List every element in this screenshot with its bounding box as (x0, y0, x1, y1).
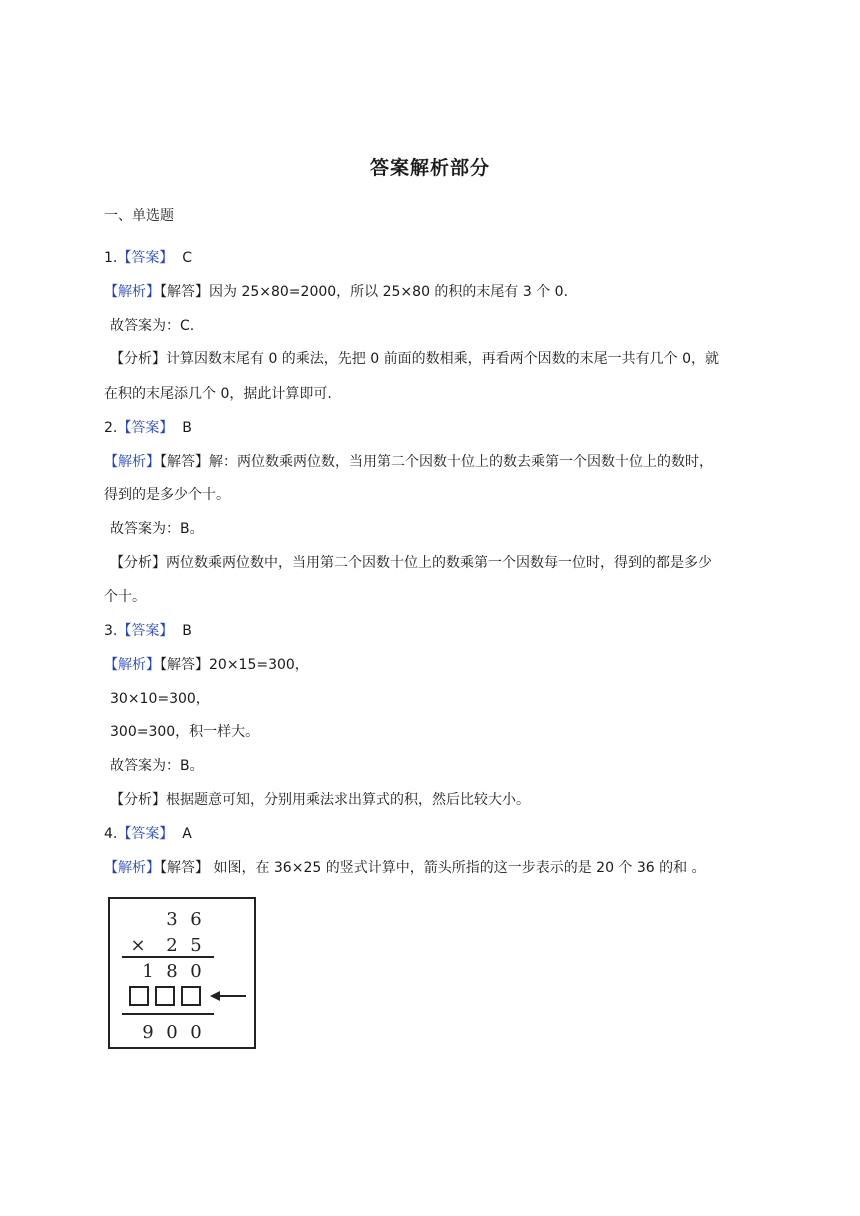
q3-analysis-line (110, 790, 530, 810)
q3-answer-line (104, 621, 192, 641)
q2-solution-line-2: 得到的是多少个十。 (104, 487, 230, 503)
q2-analysis-text-1: 两位数乘两位数中，当用第二个因数十位上的数乘第一个因数每一位时，得到的都是多少 (166, 555, 712, 571)
q1-number: 1. (104, 250, 118, 266)
page-title: 答案解析部分 (369, 157, 490, 179)
q1-answer-line (104, 248, 192, 268)
blank-box (156, 987, 174, 1005)
q4-number: 4. (104, 826, 118, 842)
times-sign: × (130, 935, 146, 956)
explain-label: 【解析】 (104, 860, 160, 876)
digit: 1 (142, 961, 154, 982)
vertical-multiplication-figure (108, 897, 256, 1049)
answer-label: 【答案】 (117, 826, 174, 842)
q1-answer: C (182, 250, 193, 266)
digit: 6 (190, 909, 202, 930)
blank-box (182, 987, 200, 1005)
q2-conclusion: 故答案为：B。 (110, 521, 204, 537)
answer-label: 【答案】 (117, 250, 174, 266)
answer-label: 【答案】 (117, 420, 174, 436)
q1-analysis-line-1 (110, 349, 719, 369)
q1-solution-line (104, 282, 568, 302)
arrow-head-icon (210, 991, 220, 1001)
blank-box (130, 987, 148, 1005)
q3-analysis-text: 根据题意可知，分别用乘法求出算式的积，然后比较大小。 (166, 792, 530, 808)
answer-label: 【答案】 (117, 623, 174, 639)
q3-solution-text-1: 20×15=300， (209, 657, 309, 673)
q2-answer-line (104, 418, 192, 438)
analysis-label: 【分析】 (110, 792, 166, 808)
solution-label: 【解答】 (160, 284, 209, 300)
digit: 8 (166, 961, 178, 982)
q3-answer: B (182, 623, 192, 639)
q4-answer: A (182, 826, 192, 842)
q2-analysis-line-2: 个十。 (104, 589, 146, 605)
q1-conclusion: 故答案为：C. (110, 318, 195, 334)
digit: 2 (166, 935, 178, 956)
figure-frame (109, 898, 255, 1048)
q2-solution-line-1 (104, 452, 713, 472)
explain-label: 【解析】 (104, 454, 160, 470)
q2-number: 2. (104, 420, 118, 436)
digit: 3 (166, 909, 178, 930)
q3-solution-line-3: 300=300，积一样大。 (110, 724, 260, 740)
q1-analysis-text-1: 计算因数末尾有 0 的乘法，先把 0 前面的数相乘，再看两个因数的末尾一共有几个 0，就 (166, 351, 719, 367)
digit: 5 (190, 935, 202, 956)
q3-number: 3. (104, 623, 118, 639)
analysis-label: 【分析】 (110, 351, 166, 367)
solution-label: 【解答】 (160, 860, 209, 876)
q3-solution-line-1 (104, 655, 309, 675)
explain-label: 【解析】 (104, 657, 160, 673)
q1-analysis-line-2: 在积的末尾添几个 0，据此计算即可. (104, 386, 332, 402)
q1-solution-text: 因为 25×80=2000，所以 25×80 的积的末尾有 3 个 0. (209, 284, 569, 300)
q4-answer-line (104, 824, 192, 844)
q2-answer: B (182, 420, 192, 436)
q4-solution-line (104, 858, 706, 878)
q3-conclusion: 故答案为：B。 (110, 758, 204, 774)
section-heading: 一、单选题 (104, 208, 174, 224)
digit: 0 (166, 1022, 178, 1043)
q4-solution-text: 如图，在 36×25 的竖式计算中，箭头所指的这一步表示的是 20 个 36 的和 。 (209, 860, 706, 876)
digit: 0 (190, 961, 202, 982)
q2-analysis-line-1 (110, 553, 712, 573)
digit: 0 (190, 1022, 202, 1043)
q2-solution-text-1: 解：两位数乘两位数，当用第二个因数十位上的数去乘第一个因数十位上的数时， (209, 454, 713, 470)
digit: 9 (142, 1022, 154, 1043)
solution-label: 【解答】 (160, 657, 209, 673)
solution-label: 【解答】 (160, 454, 209, 470)
explain-label: 【解析】 (104, 284, 160, 300)
q3-solution-line-2: 30×10=300， (110, 691, 210, 707)
analysis-label: 【分析】 (110, 555, 166, 571)
